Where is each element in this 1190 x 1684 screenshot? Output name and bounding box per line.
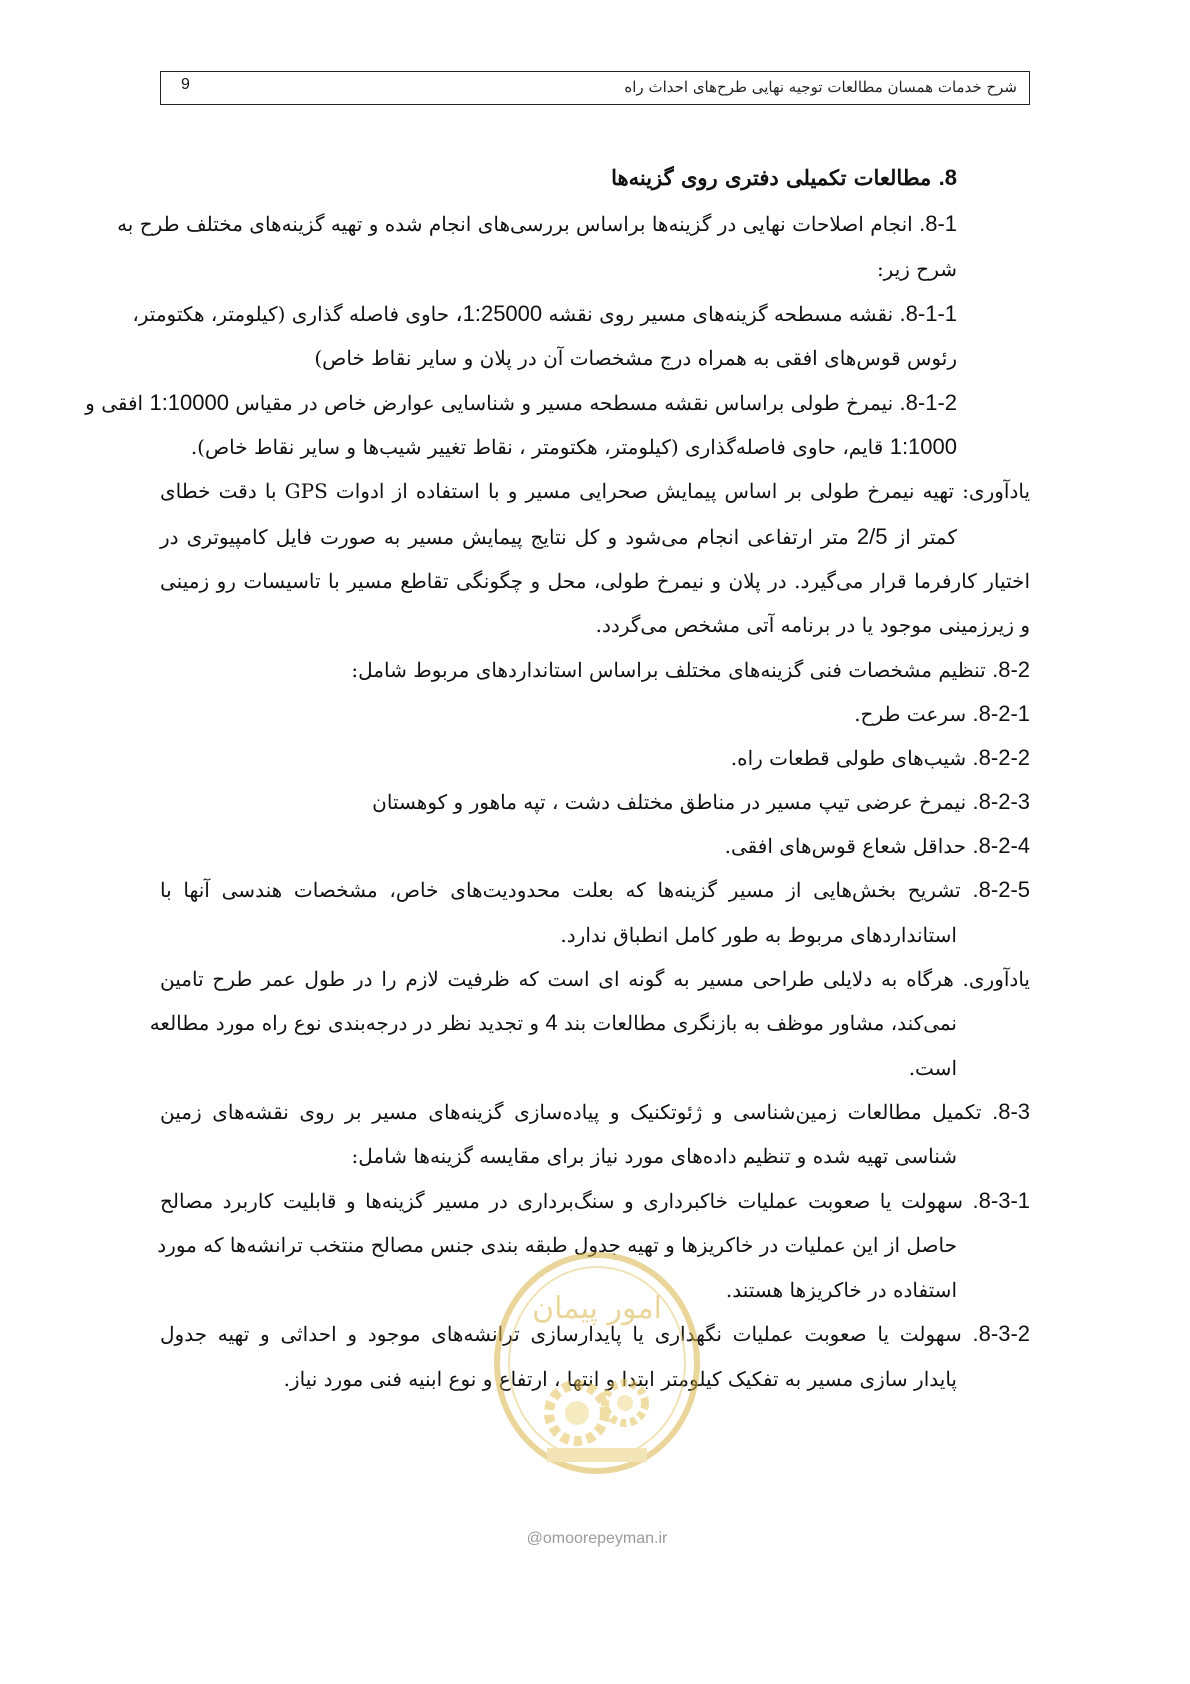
- item-number: 8-1-1.: [899, 301, 957, 326]
- item-number: 8-3-2.: [972, 1321, 1030, 1346]
- line-text: سرعت طرح.: [854, 702, 967, 726]
- line-text: نمی‌کند، مشاور موظف به بازنگری مطالعات بند: [564, 1011, 957, 1035]
- paragraph-line: [877, 256, 957, 282]
- line-text: پایدار سازی مسیر به تفکیک کیلومتر ابتدا و انتها ، ارتفاع و نوع ابنیه فنی مورد نیاز.: [283, 1367, 957, 1391]
- paragraph-line: [909, 1055, 957, 1081]
- item-number: 8-2-5.: [972, 877, 1030, 902]
- watermark-logo-text: امور پیمان: [532, 1291, 662, 1326]
- item-number: 8-2-2.: [972, 745, 1030, 770]
- line-text: کمتر از: [895, 525, 958, 549]
- line-text: انجام اصلاحات نهایی در گزینه‌ها براساس بررسی‌های انجام شده و تهیه گزینه‌های مختلف طرح به: [117, 212, 913, 236]
- line-text: حاصل از این عملیات در خاکریزها و تهیه جدول طبقه بندی جنس مصالح منتخب ترانشه‌ها که مورد: [157, 1233, 957, 1257]
- section-heading: [611, 165, 957, 191]
- line-text: حداقل شعاع قوس‌های افقی.: [724, 834, 967, 858]
- paragraph-line: [560, 922, 957, 948]
- paragraph-line: [725, 833, 1030, 859]
- section-number: 8.: [938, 165, 957, 190]
- line-text: شیب‌های طولی قطعات راه.: [730, 746, 967, 770]
- line-text: و زیرزمینی موجود یا در برنامه آتی مشخص می‌گردد.: [595, 613, 1030, 637]
- item-number: 8-3.: [992, 1099, 1030, 1124]
- scale-value: 1:10000: [149, 390, 229, 415]
- item-number: 8-2.: [992, 657, 1030, 682]
- paragraph-line: [160, 966, 1030, 992]
- scale-value: 1:1000: [889, 434, 957, 459]
- line-text: نقشه مسطحه گزینه‌های مسیر روی نقشه: [548, 302, 894, 326]
- item-number: 8-3-1.: [972, 1188, 1030, 1213]
- line-text: تکمیل مطالعات زمین‌شناسی و ژئوتکنیک و پیاده‌سازی گزینه‌های مسیر بر روی نقشه‌های زمین: [160, 1100, 982, 1124]
- line-text: یادآوری: تهیه نیمرخ طولی بر اساس پیمایش صحرایی مسیر و با استفاده از ادوات: [335, 479, 1031, 503]
- line-text: نیمرخ عرضی تیپ مسیر در مناطق مختلف دشت ، تپه ماهور و کوهستان: [372, 790, 967, 814]
- line-text: و تجدید نظر در درجه‌بندی نوع راه مورد مطالعه: [149, 1011, 540, 1035]
- paragraph-line: [854, 701, 1030, 727]
- gps-label: GPS: [284, 479, 328, 503]
- paragraph-line: [191, 434, 957, 460]
- paragraph-line: [132, 301, 957, 327]
- line-text: قایم، حاوی فاصله‌گذاری (کیلومتر، هکتومتر ، نقاط تغییر شیب‌ها و سایر نقاط خاص).: [190, 435, 884, 459]
- item-number: 8-2-3.: [972, 789, 1030, 814]
- line-text: نیمرخ طولی براساس نقشه مسطحه مسیر و شناسایی عوارض خاص در مقیاس: [235, 391, 894, 415]
- line-text: رئوس قوس‌های افقی به همراه درج مشخصات آن در پلان و سایر نقاط خاص): [314, 346, 957, 370]
- line-text: تنظیم مشخصات فنی گزینه‌های مختلف براساس استانداردهای مربوط شامل:: [351, 658, 986, 682]
- item-number: 8-1.: [919, 211, 957, 236]
- line-text: است.: [908, 1056, 957, 1080]
- paragraph-line: [85, 390, 957, 416]
- page-number: 9: [181, 76, 190, 93]
- paragraph-line: [160, 524, 957, 550]
- clause-number: 4: [545, 1010, 558, 1035]
- paragraph-line: [596, 612, 1030, 638]
- paragraph-line: [731, 745, 1030, 771]
- paragraph-line: [160, 568, 1030, 594]
- item-number: 8-2-1.: [972, 701, 1030, 726]
- line-text: اختیار کارفرما قرار می‌گیرد. در پلان و نیمرخ طولی، محل و چگونگی تقاطع مسیر با تاسیسات رو زمینی: [160, 569, 1030, 593]
- paragraph-line: [352, 1143, 957, 1169]
- paragraph-line: [372, 789, 1030, 815]
- watermark-url: @omoorepeyman.ir: [526, 1530, 668, 1547]
- line-text: استانداردهای مربوط به طور کامل انطباق ندارد.: [560, 923, 957, 947]
- line-text: حاوی فاصله گذاری (کیلومتر، هکتومتر،: [132, 302, 450, 326]
- paragraph-line: [726, 1277, 957, 1303]
- line-text: افقی و: [85, 391, 144, 415]
- paragraph-line: [160, 1188, 1030, 1214]
- paragraph-line: [314, 345, 957, 371]
- paragraph-line: [160, 1099, 1030, 1125]
- line-text: سهولت یا صعوبت عملیات خاکبرداری و سنگ‌برداری در مسیر گزینه‌ها و قابلیت کاربرد مصالح: [160, 1189, 963, 1213]
- line-text: با دقت خطای: [160, 479, 277, 503]
- section-title: مطالعات تکمیلی دفتری روی گزینه‌ها: [611, 165, 932, 190]
- header-title: شرح خدمات همسان مطالعات توجیه نهایی طرح‌های احداث راه: [624, 78, 1017, 96]
- paragraph-line: [351, 657, 1030, 683]
- line-text: یادآوری. هرگاه به دلایلی طراحی مسیر به گونه ای است که ظرفیت لازم را در طول عمر طرح تامین: [160, 967, 1030, 991]
- line-text: استفاده در خاکریزها هستند.: [725, 1278, 957, 1302]
- paragraph-line: [117, 211, 957, 237]
- paragraph-line: [160, 877, 1030, 903]
- line-text: سهولت یا صعوبت عملیات نگهداری یا پایدارسازی ترانشه‌های موجود و احداثی و تهیه جدول: [160, 1322, 962, 1346]
- line-text: شرح زیر:: [876, 257, 957, 281]
- item-number: 8-1-2.: [899, 390, 957, 415]
- line-text: متر ارتفاعی انجام می‌شود و کل نتایج پیمایش مسیر به صورت فایل کامپیوتری در: [160, 525, 849, 549]
- paragraph-line: [149, 1010, 957, 1036]
- page-header: [160, 71, 1030, 105]
- scale-value: 1:25000،: [455, 301, 543, 326]
- line-text: تشریح بخش‌هایی از مسیر گزینه‌ها که بعلت محدودیت‌های خاص، مشخصات هندسی آنها با: [160, 878, 961, 902]
- line-text: شناسی تهیه شده و تنظیم داده‌های مورد نیاز برای مقایسه گزینه‌ها شامل:: [351, 1144, 957, 1168]
- paragraph-line: [160, 478, 1030, 504]
- watermark-logo: [487, 1243, 707, 1513]
- accuracy-value: 2/5: [856, 524, 888, 549]
- item-number: 8-2-4.: [972, 833, 1030, 858]
